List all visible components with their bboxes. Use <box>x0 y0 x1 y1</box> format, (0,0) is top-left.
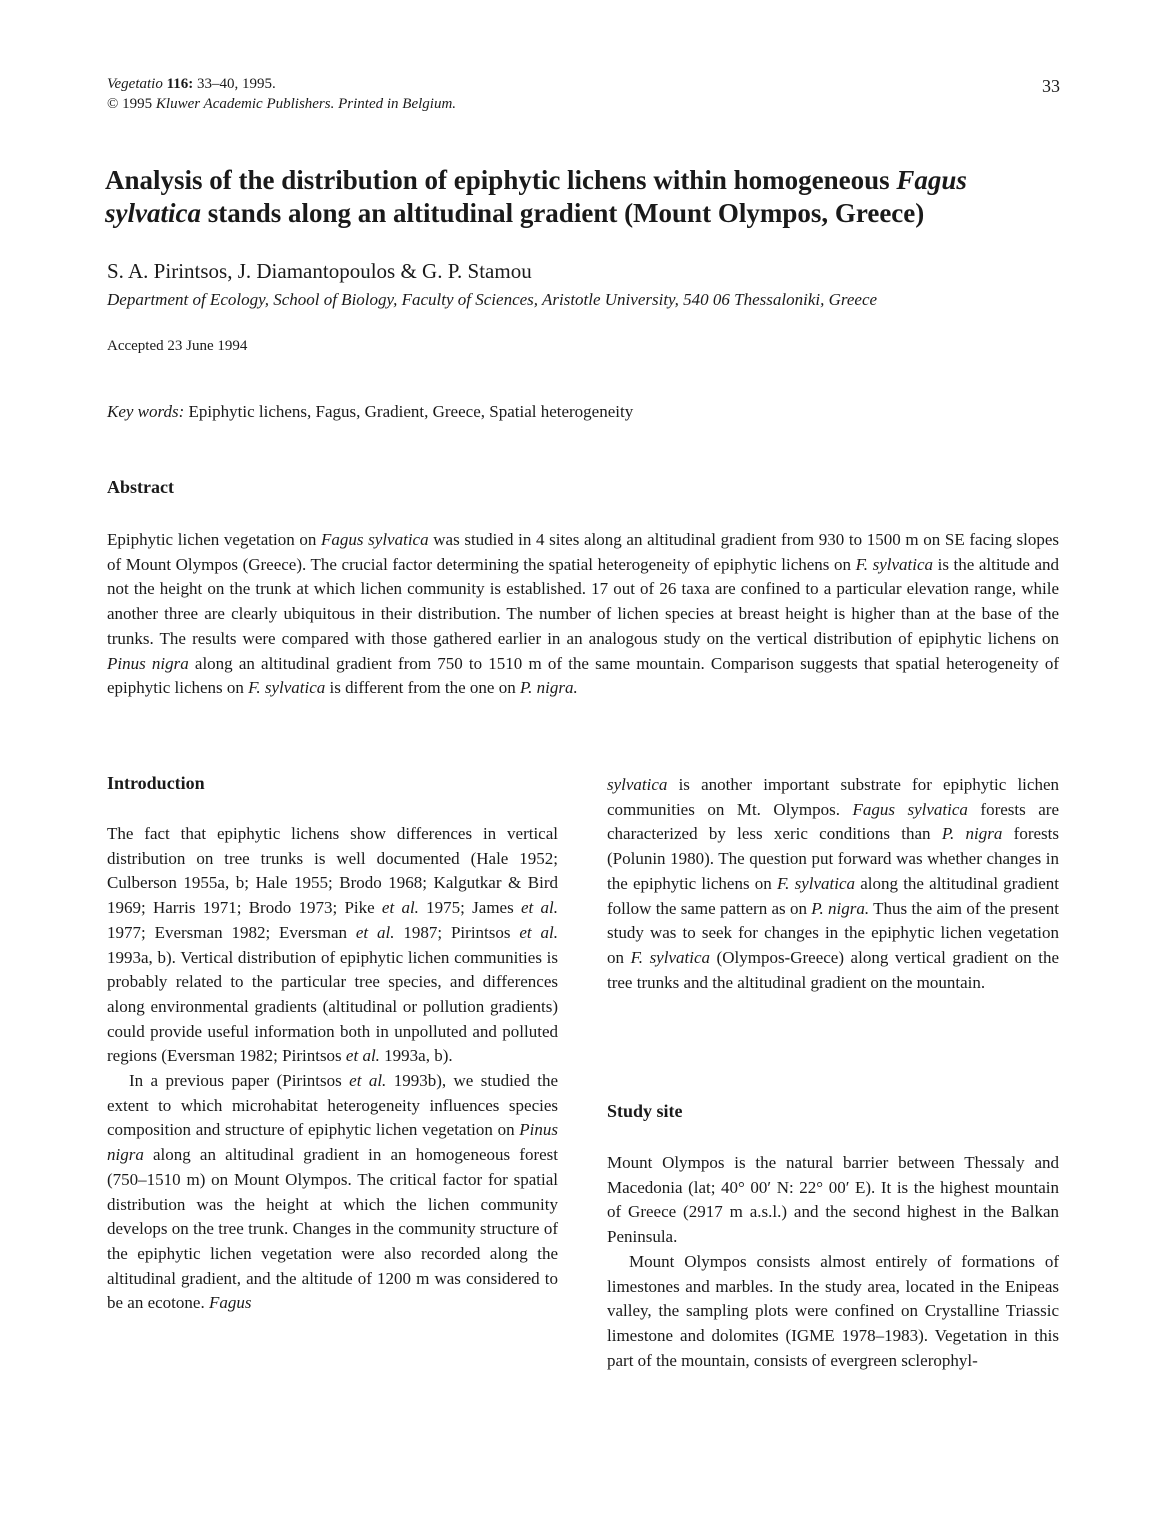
abstract-heading: Abstract <box>107 477 174 497</box>
abstract-text: Epiphytic lichen vegetation on <box>107 530 322 549</box>
abstract-text: is the altitude and not the height on the trunk at which lichen community is established. 17 out of 26 taxa are confined to a particular elevation range, while another three are clearly ubiquitous in their distribution. The number of lichen species at breast height is higher than at the base of the trunks. The results were compared with those gathered earlier in an analogous study on the vertical distribution of epiphytic lichens on <box>107 554 1059 648</box>
introduction-heading: Introduction <box>107 773 205 793</box>
text-run: 1977; Eversman 1982; Eversman <box>107 922 356 942</box>
text-run: F. sylvatica <box>630 947 710 967</box>
abstract-taxon: F. sylvatica <box>855 554 934 574</box>
running-header <box>107 74 456 114</box>
page-number: 33 <box>1042 76 1060 96</box>
text-run: 1993a, b). Vertical distribution of epiphytic lichen communities is probably related to the particular tree species, and differences along environmental gradients (altitudinal or pollution gradients) could provide useful information both in unpolluted and polluted regions (Eversman 1982; Pirintsos <box>107 947 558 1066</box>
citation-line <box>107 74 456 94</box>
text-run: P. nigra. <box>811 898 870 918</box>
abstract-text: was studied in 4 sites along an altitudinal gradient from 930 to 1500 m on SE facing slopes of Mount Olympos (Greece). The crucial factor determining the spatial heterogeneity of epiphytic lichens on <box>107 530 1059 574</box>
text-run: 1975; James <box>418 898 521 918</box>
authors: S. A. Pirintsos, J. Diamantopoulos & G. P. Stamou <box>107 259 532 283</box>
text-run: P. nigra <box>941 824 1003 844</box>
copyright-icon: © <box>107 96 119 112</box>
introduction-continuation <box>607 773 1059 995</box>
title-species: sylvatica <box>105 198 201 228</box>
text-run: et al. <box>520 898 558 918</box>
text-run: Fagus <box>208 1293 252 1313</box>
abstract-text: is different from the one on <box>325 678 520 698</box>
keywords-text: Epiphytic lichens, Fagus, Gradient, Greece, Spatial heterogeneity <box>184 402 634 421</box>
article-title <box>105 164 1055 230</box>
page-range: 33–40, 1995. <box>197 76 276 92</box>
title-part-1: Analysis of the distribution of epiphytic lichens within homogeneous <box>105 165 897 195</box>
study-site-heading: Study site <box>607 1101 683 1121</box>
text-run: 1993b), we studied the extent to which microhabitat heterogeneity influences species composition and structure of epiphytic lichen vegetation on <box>107 1071 559 1140</box>
text-run: Pinus nigra <box>107 1120 558 1165</box>
paragraph <box>107 1069 558 1316</box>
keywords-label: Key words: <box>107 402 185 421</box>
text-run: et al. <box>355 922 395 942</box>
text-run: et al. <box>381 898 419 918</box>
abstract-taxon: F. sylvatica <box>248 678 326 698</box>
text-run: Fagus sylvatica <box>852 799 968 819</box>
text-run: The fact that epiphytic lichens show differences in vertical distribution on tree trunks is well documented (Hale 1952; Culberson 1955a, b; Hale 1955; Brodo 1968; Kalgutkar & Bird 1969; Harris 1971; Brodo 1973; Pike <box>107 824 558 918</box>
text-run: 1993a, b). <box>379 1046 453 1066</box>
title-genus: Fagus <box>896 165 967 195</box>
abstract-taxon: Pinus nigra <box>107 653 189 673</box>
paragraph: Mount Olympos consists almost entirely of formations of limestones and marbles. In the study area, located in the Enipeas valley, the sampling plots were confined on Crystalline Triassic limestone and dolomites (IGME 1978–1983). Vegetation in this part of the mountain, consists of evergreen sclerophyl- <box>607 1251 1059 1370</box>
text-run: (Olympos-Greece) along vertical gradient on the tree trunks and the altitudinal gradient on the mountain. <box>607 947 1059 992</box>
text-run: et al. <box>519 922 558 942</box>
accepted-date: Accepted 23 June 1994 <box>107 338 248 354</box>
text-run: et al. <box>345 1046 380 1066</box>
copyright-year: 1995 <box>122 96 153 112</box>
text-run: F. sylvatica <box>776 873 856 893</box>
text-run: sylvatica <box>607 775 668 794</box>
study-site-body <box>607 1151 1059 1373</box>
text-run: forests (Polunin 1980). The question put forward was whether changes in the epiphytic lichens on <box>607 824 1059 893</box>
keywords <box>107 402 633 422</box>
abstract-text: along an altitudinal gradient from 750 to 1510 m of the same mountain. Comparison suggests that spatial heterogeneity of epiphytic lichens on <box>107 653 1059 698</box>
abstract-taxon: Fagus sylvatica <box>321 530 429 549</box>
text-run: is another important substrate for epiphytic lichen communities on Mt. Olympos. <box>607 775 1059 819</box>
volume-number: 116: <box>166 76 194 92</box>
publisher: Kluwer Academic Publishers. <box>155 96 335 112</box>
text-run: et al. <box>349 1071 387 1091</box>
text-run: forests are characterized by less xeric conditions than <box>607 799 1059 844</box>
text-run: 1987; Pirintsos <box>394 922 520 942</box>
abstract-taxon: P. nigra. <box>519 678 578 698</box>
introduction-body <box>107 822 558 1316</box>
text-run: In a previous paper (Pirintsos <box>129 1071 350 1091</box>
text-run: along an altitudinal gradient in an homogeneous forest (750–1510 m) on Mount Olympos. The critical factor for spatial distribution was the height at which the lichen community develops on the tree trunk. Changes in the community structure of the epiphytic lichen vegetation were also recorded along the altitudinal gradient, and the altitude of 1200 m was considered to be an ecotone. <box>107 1145 558 1313</box>
printed-in: Printed in Belgium. <box>338 96 457 112</box>
affiliation: Department of Ecology, School of Biology, Faculty of Sciences, Aristotle University, 540 06 Thessaloniki, Greece <box>107 290 878 309</box>
paragraph <box>607 773 1059 995</box>
text-run: Thus the aim of the present study was to seek for changes in the epiphytic lichen vegetation on <box>607 898 1059 967</box>
abstract-body <box>107 528 1059 701</box>
text-run: along the altitudinal gradient follow the same pattern as on <box>607 873 1059 918</box>
paragraph: Mount Olympos is the natural barrier between Thessaly and Macedonia (lat; 40° 00′ N: 22° 00′ E). It is the highest mountain of Greece (2917 m a.s.l.) and the second highest in the Balkan Peninsula. <box>607 1153 1059 1247</box>
journal-name: Vegetatio <box>107 76 163 92</box>
paragraph <box>107 822 558 1069</box>
copyright-line <box>107 94 456 114</box>
title-part-2: stands along an altitudinal gradient (Mount Olympos, Greece) <box>200 198 925 228</box>
